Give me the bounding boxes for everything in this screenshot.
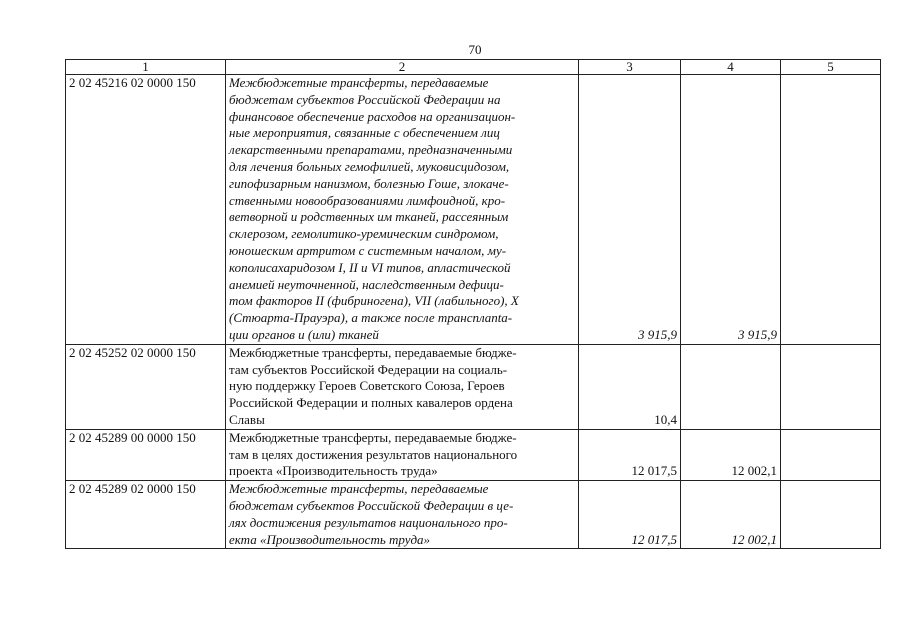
amount-cell-col4 <box>681 344 781 429</box>
page-number: 70 <box>468 42 482 57</box>
description-line: Межбюджетные трансферты, передаваемые бюдже- <box>229 344 517 360</box>
description-line: гипофизарным нанизмом, болезнью Гоше, злокаче- <box>229 175 509 191</box>
description-line: склерозом, гемолитико-уремическим синдромом, <box>229 226 499 242</box>
description-line: Славы <box>229 411 265 427</box>
description-line: бюджетам субъектов Российской Федерации на <box>229 91 501 107</box>
description-line: лях достижения результатов национального про- <box>229 514 508 530</box>
budget-code-cell: 2 02 45216 02 0000 150 <box>66 75 226 345</box>
budget-code-cell: 2 02 45289 00 0000 150 <box>66 429 226 480</box>
amount-cell-col5 <box>781 344 881 429</box>
description-line: Российской Федерации и полных кавалеров ордена <box>229 395 513 411</box>
description-line: (Стюарта-Прауэра), а также после трансплanta- <box>229 310 513 326</box>
description-line: проекта «Производительность труда» <box>229 463 438 479</box>
amount-cell-col3: 10,4 <box>579 344 681 429</box>
description-cell <box>226 75 579 345</box>
amount-cell-col3: 12 017,5 <box>579 429 681 480</box>
table-row <box>66 75 881 345</box>
description-line: ветворной и родственных им тканей, рассеянным <box>229 209 509 225</box>
table-row <box>66 481 881 549</box>
description-cell <box>226 481 579 549</box>
amount-cell-col3: 3 915,9 <box>579 75 681 345</box>
budget-code-cell: 2 02 45252 02 0000 150 <box>66 344 226 429</box>
table-row <box>66 344 881 429</box>
budget-table <box>65 59 881 549</box>
description-line: екта «Производительность труда» <box>229 531 431 547</box>
header-col-1: 1 <box>66 60 226 75</box>
description-line: Межбюджетные трансферты, передаваемые <box>229 481 489 497</box>
amount-cell-col5 <box>781 481 881 549</box>
amount-cell-col3: 12 017,5 <box>579 481 681 549</box>
description-line: там в целях достижения результатов национального <box>229 446 518 462</box>
description-line: там субъектов Российской Федерации на социаль- <box>229 361 508 377</box>
header-col-5: 5 <box>781 60 881 75</box>
description-line: финансовое обеспечение расходов на организацион- <box>229 108 516 124</box>
amount-cell-col4: 3 915,9 <box>681 75 781 345</box>
description-line: бюджетам субъектов Российской Федерации в це- <box>229 497 514 513</box>
description-cell <box>226 429 579 480</box>
description-line: том факторов II (фибриногена), VII (лабильного), X <box>229 293 519 309</box>
description-cell <box>226 344 579 429</box>
description-line: ственными новообразованиями лимфоидной, кро- <box>229 192 506 208</box>
description-line: юношеским артритом с системным началом, му- <box>229 242 507 258</box>
description-line: ции органов и (или) тканей <box>229 326 379 342</box>
description-line: Межбюджетные трансферты, передаваемые бюдже- <box>229 429 517 445</box>
description-line: анемией неуточненной, наследственным дефици- <box>229 276 504 292</box>
table-row <box>66 429 881 480</box>
amount-cell-col5 <box>781 75 881 345</box>
description-line: лекарственными препаратами, предназначенными <box>229 142 513 158</box>
table-body <box>66 75 881 549</box>
description-line: ную поддержку Героев Советского Союза, Героев <box>229 378 505 394</box>
amount-cell-col4: 12 002,1 <box>681 429 781 480</box>
description-line: для лечения больных гемофилией, муковисцидозом, <box>229 158 510 174</box>
description-line: Межбюджетные трансферты, передаваемые <box>229 75 489 90</box>
budget-code-cell: 2 02 45289 02 0000 150 <box>66 481 226 549</box>
header-row <box>66 60 881 75</box>
description-line: ные мероприятия, связанные с обеспечением лиц <box>229 125 500 141</box>
amount-cell-col4: 12 002,1 <box>681 481 781 549</box>
header-col-3: 3 <box>579 60 681 75</box>
header-col-2: 2 <box>226 60 579 75</box>
description-line: кополисахаридозом I, II и VI типов, апластической <box>229 259 511 275</box>
header-col-4: 4 <box>681 60 781 75</box>
amount-cell-col5 <box>781 429 881 480</box>
